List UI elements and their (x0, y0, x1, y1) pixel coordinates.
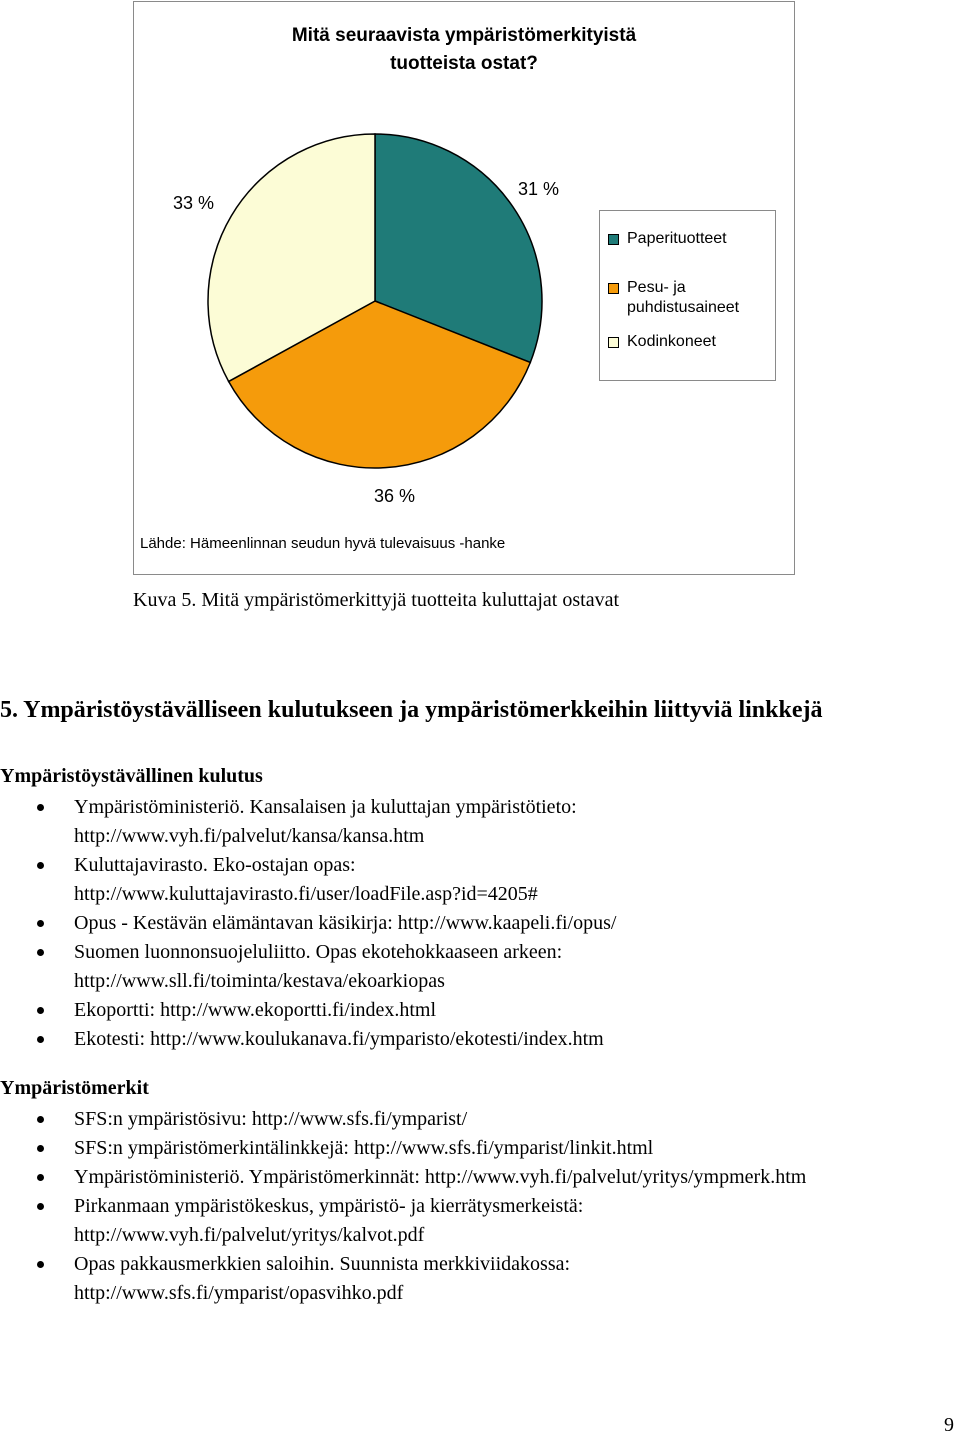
list-item-text[interactable]: Opus - Kestävän elämäntavan käsikirja: http://www.kaapeli.fi/opus/ (74, 912, 617, 934)
list-item-text[interactable]: Ekotesti: http://www.koulukanava.fi/ymparisto/ekotesti/index.htm (74, 1028, 604, 1050)
list-item-text: Kuluttajavirasto. Eko-ostajan opas: (74, 854, 356, 876)
legend-label-pesu-line-2: puhdistusaineet (627, 299, 740, 316)
chart-source: Lähde: Hämeenlinnan seudun hyvä tulevaisuus -hanke (140, 535, 506, 552)
list-item (0, 1105, 960, 1134)
pie-value-label-paperituotteet: 31 % (518, 179, 560, 199)
list-item-text[interactable]: SFS:n ympäristösivu: http://www.sfs.fi/ymparist/ (74, 1108, 468, 1130)
list-item-text: Suomen luonnonsuojeluliitto. Opas ekotehokkaaseen arkeen: (74, 941, 563, 963)
legend-swatch-kodinkoneet (608, 337, 619, 348)
page-number: 9 (944, 1414, 954, 1436)
list-item (0, 938, 960, 996)
list-item-text[interactable]: SFS:n ympäristömerkintälinkkejä: http://www.sfs.fi/ymparist/linkit.html (74, 1137, 654, 1159)
group-heading-ymparistomerkit: Ympäristömerkit (0, 1077, 149, 1099)
chart-title-line-1: Mitä seuraavista ympäristömerkityistä (291, 25, 637, 46)
legend-item-pesu (608, 278, 767, 318)
legend-swatch-paperituotteet (608, 234, 619, 245)
list-item-link[interactable]: http://www.kuluttajavirasto.fi/user/loadFile.asp?id=4205# (74, 883, 538, 905)
list-item-link[interactable]: http://www.vyh.fi/palvelut/kansa/kansa.htm (74, 825, 425, 847)
list-item-text: Ympäristöministeriö. Kansalaisen ja kuluttajan ympäristötieto: (74, 796, 577, 818)
list-item-link[interactable]: http://www.sfs.fi/ymparist/opasvihko.pdf (74, 1282, 404, 1304)
figure-caption: Kuva 5. Mitä ympäristömerkittyjä tuotteita kuluttajat ostavat (133, 589, 620, 611)
list-item (0, 851, 960, 909)
list-item (0, 1134, 960, 1163)
section-heading: 5. Ympäristöystävälliseen kulutukseen ja ympäristömerkkeihin liittyviä linkkejä (0, 697, 823, 723)
list-item-text: Opas pakkausmerkkien saloihin. Suunnista merkkiviidakossa: (74, 1253, 571, 1275)
pie-value-label-pesu: 36 % (374, 486, 416, 506)
list-item (0, 996, 960, 1025)
list-item-link[interactable]: http://www.sll.fi/toiminta/kestava/ekoarkiopas (74, 970, 445, 992)
list-item-text: Pirkanmaan ympäristökeskus, ympäristö- ja kierrätysmerkeistä: (74, 1195, 584, 1217)
list-item-text[interactable]: Ekoportti: http://www.ekoportti.fi/index.html (74, 999, 437, 1021)
link-list-ymparistomerkit (0, 1105, 960, 1308)
list-item (0, 909, 960, 938)
chart-title-line-2: tuotteista ostat? (390, 53, 538, 74)
list-item (0, 1163, 960, 1192)
list-item (0, 1250, 960, 1308)
chart-legend (599, 210, 776, 381)
legend-label-pesu-line-1: Pesu- ja (627, 279, 686, 296)
list-item-link[interactable]: http://www.vyh.fi/palvelut/yritys/kalvot.pdf (74, 1224, 425, 1246)
chart-frame (133, 1, 795, 575)
legend-swatch-pesu (608, 283, 619, 294)
legend-item-kodinkoneet (608, 332, 767, 352)
legend-label-kodinkoneet: Kodinkoneet (627, 333, 716, 350)
list-item (0, 1025, 960, 1054)
pie-value-label-kodinkoneet: 33 % (173, 193, 215, 213)
list-item-text[interactable]: Ympäristöministeriö. Ympäristömerkinnät: http://www.vyh.fi/palvelut/yritys/ympmerk.htm (74, 1166, 807, 1188)
group-heading-kulutus: Ympäristöystävällinen kulutus (0, 765, 263, 787)
list-item (0, 793, 960, 851)
list-item (0, 1192, 960, 1250)
link-list-kulutus (0, 793, 960, 1054)
legend-label-paperituotteet: Paperituotteet (627, 230, 727, 247)
legend-item-paperituotteet (608, 229, 767, 249)
